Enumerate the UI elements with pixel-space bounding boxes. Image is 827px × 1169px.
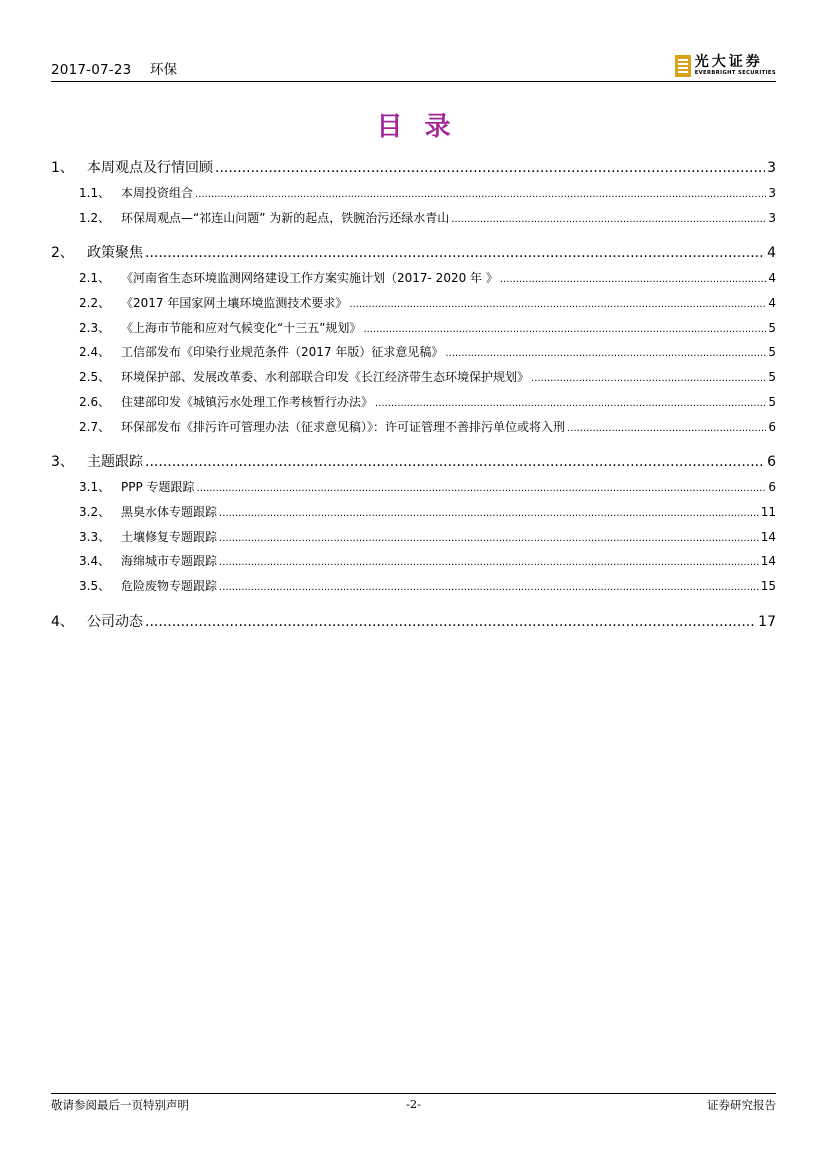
toc-number: 2.4、 (79, 345, 111, 360)
toc-number: 3.5、 (79, 578, 111, 593)
toc-entry-4[interactable] (51, 609, 776, 635)
toc-page: 4 (768, 271, 776, 286)
dot-leader (219, 525, 759, 550)
dot-leader (451, 206, 766, 231)
toc-text: 政策聚焦 (87, 245, 143, 262)
header-divider (51, 81, 776, 82)
toc-number: 4、 (51, 613, 74, 630)
table-of-contents (51, 155, 776, 635)
toc-page: 17 (758, 613, 776, 630)
toc-text: 公司动态 (87, 613, 143, 630)
toc-text: 住建部印发《城镇污水处理工作考核暂行办法》 (121, 394, 374, 409)
dot-leader (145, 449, 765, 475)
toc-text: 海绵城市专题跟踪 (121, 554, 218, 569)
toc-entry-2[interactable] (51, 240, 776, 266)
dot-leader (195, 181, 766, 206)
toc-text: 环保部发布《排污许可管理办法（征求意见稿）》：许可证管理不善排污单位或将入刑 (121, 419, 566, 434)
toc-number: 2、 (51, 245, 74, 262)
dot-leader (197, 475, 767, 500)
toc-page: 4 (768, 296, 776, 311)
toc-entry-2-4[interactable] (51, 340, 776, 365)
dot-leader (375, 390, 766, 415)
toc-text: 工信部发布《印染行业规范条件（2017 年版）征求意见稿》 (121, 345, 444, 360)
toc-entry-2-6[interactable] (51, 390, 776, 415)
dot-leader (531, 365, 766, 390)
report-type: 证券研究报告 (707, 1098, 776, 1112)
dot-leader (445, 340, 766, 365)
toc-text: 土壤修复专题跟踪 (121, 529, 218, 544)
toc-number: 1、 (51, 160, 74, 176)
toc-text: 《2017 年国家网土壤环境监测技术要求》 (121, 296, 348, 311)
toc-text: 《上海市节能和应对气候变化“十三五”规划》 (121, 320, 362, 335)
dot-leader (219, 549, 759, 574)
toc-entry-2-3[interactable] (51, 316, 776, 341)
toc-entry-3-5[interactable] (51, 574, 776, 599)
toc-page: 3 (768, 186, 776, 200)
toc-page: 6 (768, 480, 776, 495)
toc-text: 危险废物专题跟踪 (121, 578, 218, 593)
toc-text: 黑臭水体专题跟踪 (121, 504, 218, 519)
toc-entry-3-4[interactable] (51, 549, 776, 574)
toc-page: 14 (760, 554, 776, 569)
dot-leader (567, 415, 766, 440)
toc-page: 3 (768, 210, 776, 225)
toc-page: 11 (760, 504, 776, 519)
toc-text: 主题跟踪 (87, 454, 143, 471)
dot-leader (363, 316, 766, 341)
toc-text: PPP 专题跟踪 (121, 480, 195, 495)
toc-entry-1-1[interactable] (51, 181, 776, 206)
toc-entry-2-1[interactable] (51, 266, 776, 291)
page-footer (51, 1097, 776, 1115)
toc-entry-3-1[interactable] (51, 475, 776, 500)
dot-leader (215, 155, 765, 181)
toc-entry-3-3[interactable] (51, 525, 776, 550)
toc-page: 6 (768, 419, 776, 434)
toc-page: 3 (767, 160, 776, 176)
toc-number: 3、 (51, 454, 74, 471)
toc-page: 5 (768, 320, 776, 335)
toc-text: 本周投资组合 (121, 186, 194, 200)
toc-text: 本周观点及行情回顾 (87, 160, 213, 176)
toc-page: 14 (760, 529, 776, 544)
toc-page: 5 (768, 394, 776, 409)
toc-title: 目录 (376, 112, 473, 142)
dot-leader (349, 291, 766, 316)
toc-number: 2.6、 (79, 394, 111, 409)
toc-entry-1-2[interactable] (51, 206, 776, 231)
toc-number: 2.2、 (79, 296, 111, 311)
toc-text: 《河南省生态环境监测网络建设工作方案实施计划（2017- 2020 年 》 (121, 271, 498, 286)
toc-entry-1[interactable] (51, 155, 776, 181)
footer-divider (51, 1093, 776, 1094)
toc-page: 5 (768, 345, 776, 360)
toc-number: 2.7、 (79, 419, 111, 434)
toc-text: 环保周观点—“祁连山问题” 为新的起点，铁腕治污还绿水青山 (121, 210, 450, 225)
company-logo (675, 52, 776, 80)
logo-text-en: EVERBRIGHT SECURITIES (694, 70, 776, 76)
disclaimer-note: 敬请参阅最后一页特别声明 (51, 1098, 189, 1112)
dot-leader (219, 574, 759, 599)
page-header (51, 54, 776, 82)
header-info (51, 58, 177, 78)
toc-number: 3.1、 (79, 480, 111, 495)
logo-text-cn: 光大证券 (694, 54, 763, 70)
toc-entry-3-2[interactable] (51, 500, 776, 525)
dot-leader (145, 240, 765, 266)
toc-number: 2.1、 (79, 271, 111, 286)
toc-number: 2.3、 (79, 320, 111, 335)
logo-mark-icon (675, 55, 691, 77)
toc-text: 环境保护部、发展改革委、水利部联合印发《长江经济带生态环境保护规划》 (121, 370, 530, 385)
dot-leader (500, 266, 767, 291)
toc-number: 1.1、 (79, 186, 111, 200)
toc-number: 3.4、 (79, 554, 111, 569)
toc-entry-2-5[interactable] (51, 365, 776, 390)
toc-page: 15 (760, 578, 776, 593)
toc-number: 2.5、 (79, 370, 111, 385)
toc-number: 1.2、 (79, 210, 111, 225)
report-category: 环保 (149, 62, 178, 78)
toc-number: 3.2、 (79, 504, 111, 519)
dot-leader (219, 500, 759, 525)
toc-entry-2-7[interactable] (51, 415, 776, 440)
toc-entry-3[interactable] (51, 449, 776, 475)
toc-number: 3.3、 (79, 529, 111, 544)
dot-leader (145, 609, 756, 635)
toc-page: 4 (767, 245, 776, 262)
report-date: 2017-07-23 (51, 62, 132, 78)
toc-entry-2-2[interactable] (51, 291, 776, 316)
toc-page: 5 (768, 370, 776, 385)
page-number: -2- (405, 1097, 422, 1111)
toc-page: 6 (767, 454, 776, 471)
